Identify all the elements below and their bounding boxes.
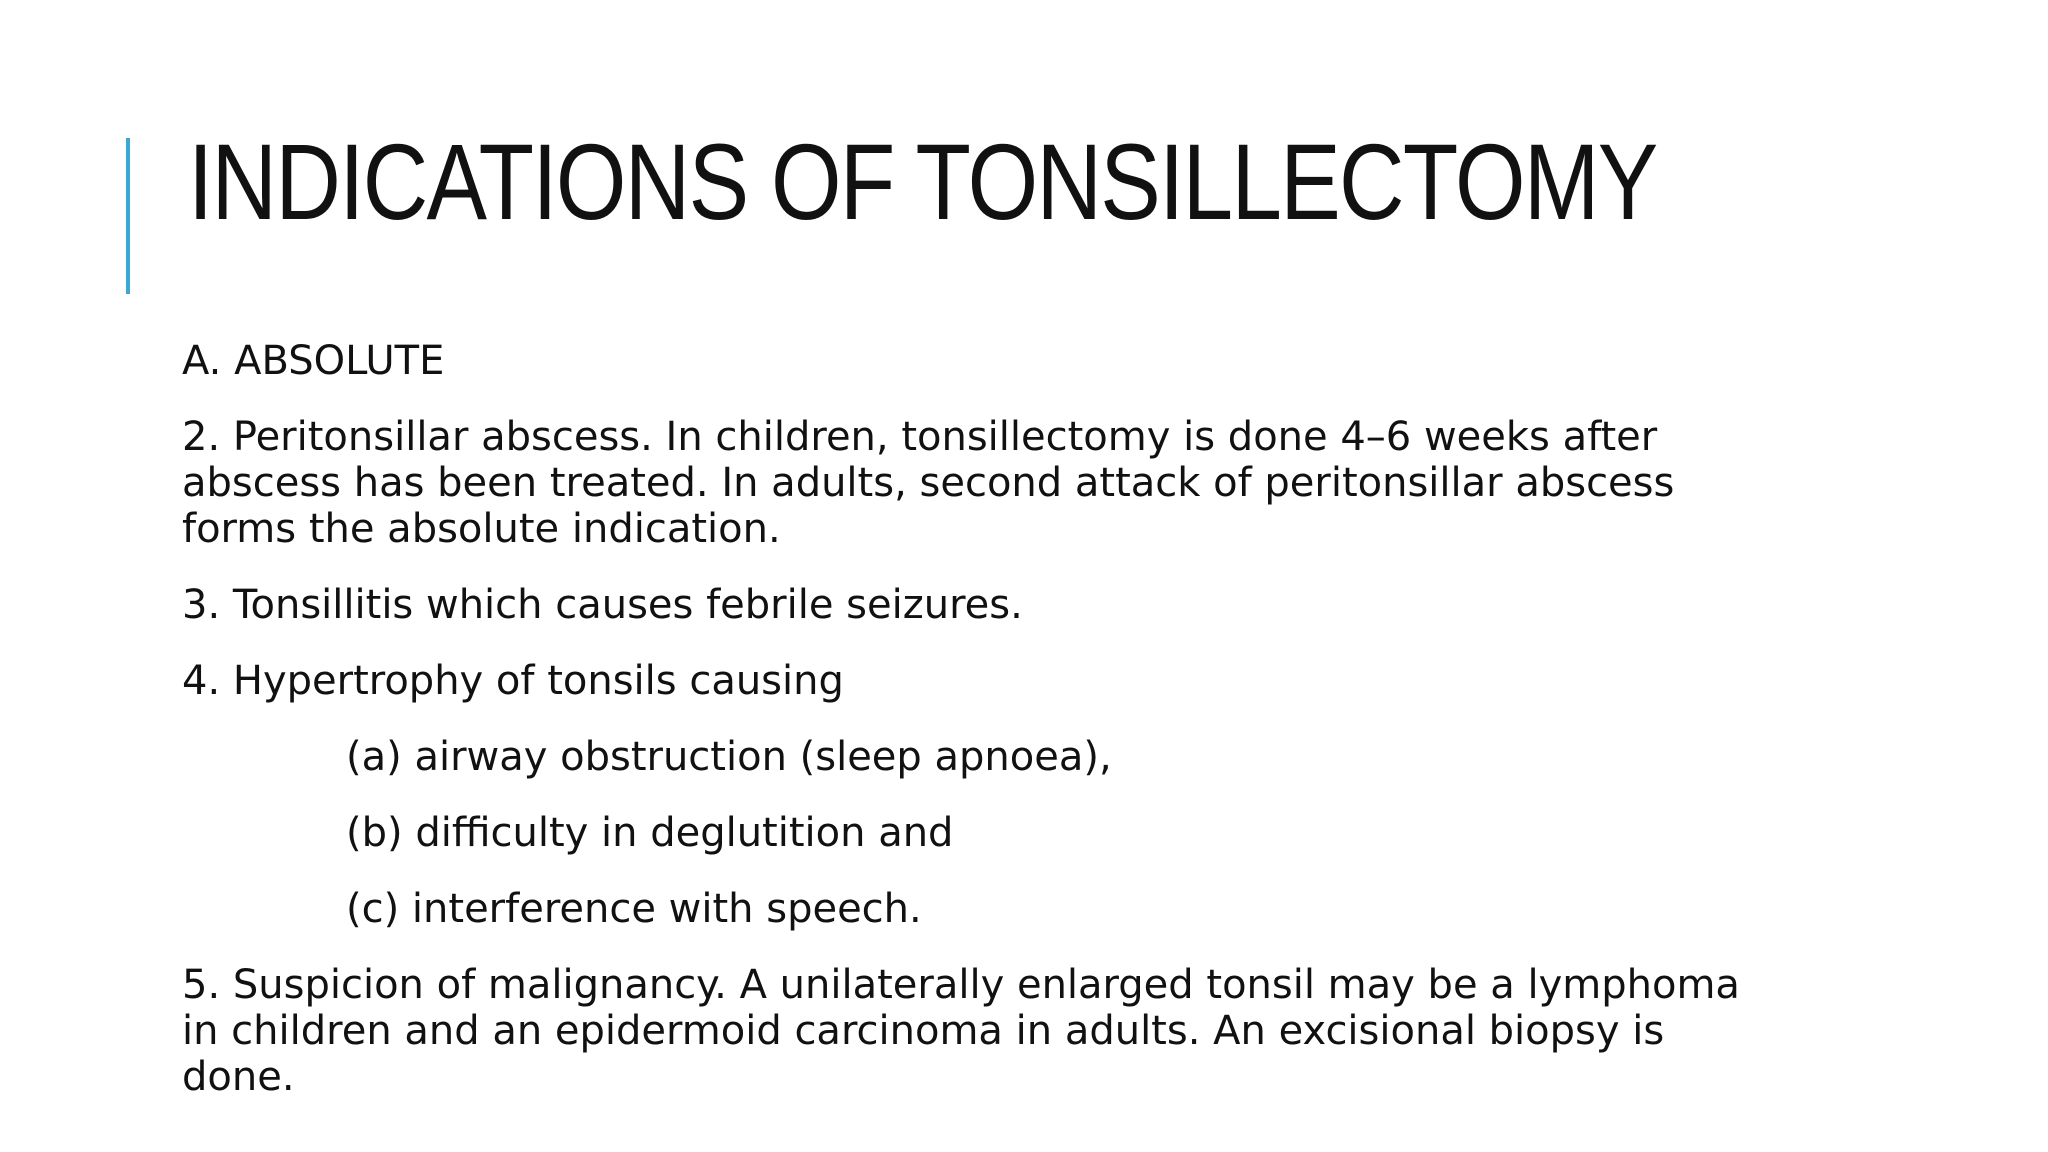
indication-febrile-seizures: 3. Tonsillitis which causes febrile seizures. [182,582,1023,628]
section-heading-absolute: A. ABSOLUTE [182,338,445,384]
indication-malignancy: 5. Suspicion of malignancy. A unilaterally enlarged tonsil may be a lymphoma in children and an epidermoid carcinoma in adults. An excisional biopsy is done. [182,962,1740,1100]
slide-body [182,338,1822,1130]
sub-indication-speech: (c) interference with speech. [346,886,922,932]
sub-indication-deglutition: (b) difficulty in deglutition and [346,810,954,856]
slide-title: INDICATIONS OF TONSILLECTOMY [188,121,1657,242]
indication-peritonsillar-abscess: 2. Peritonsillar abscess. In children, tonsillectomy is done 4–6 weeks after abscess has been treated. In adults, second attack of peritonsillar abscess forms the absolute indication. [182,414,1675,552]
indication-hypertrophy: 4. Hypertrophy of tonsils causing [182,658,844,704]
sub-indication-airway-obstruction: (a) airway obstruction (sleep apnoea), [346,734,1112,780]
title-accent-bar [126,138,130,294]
